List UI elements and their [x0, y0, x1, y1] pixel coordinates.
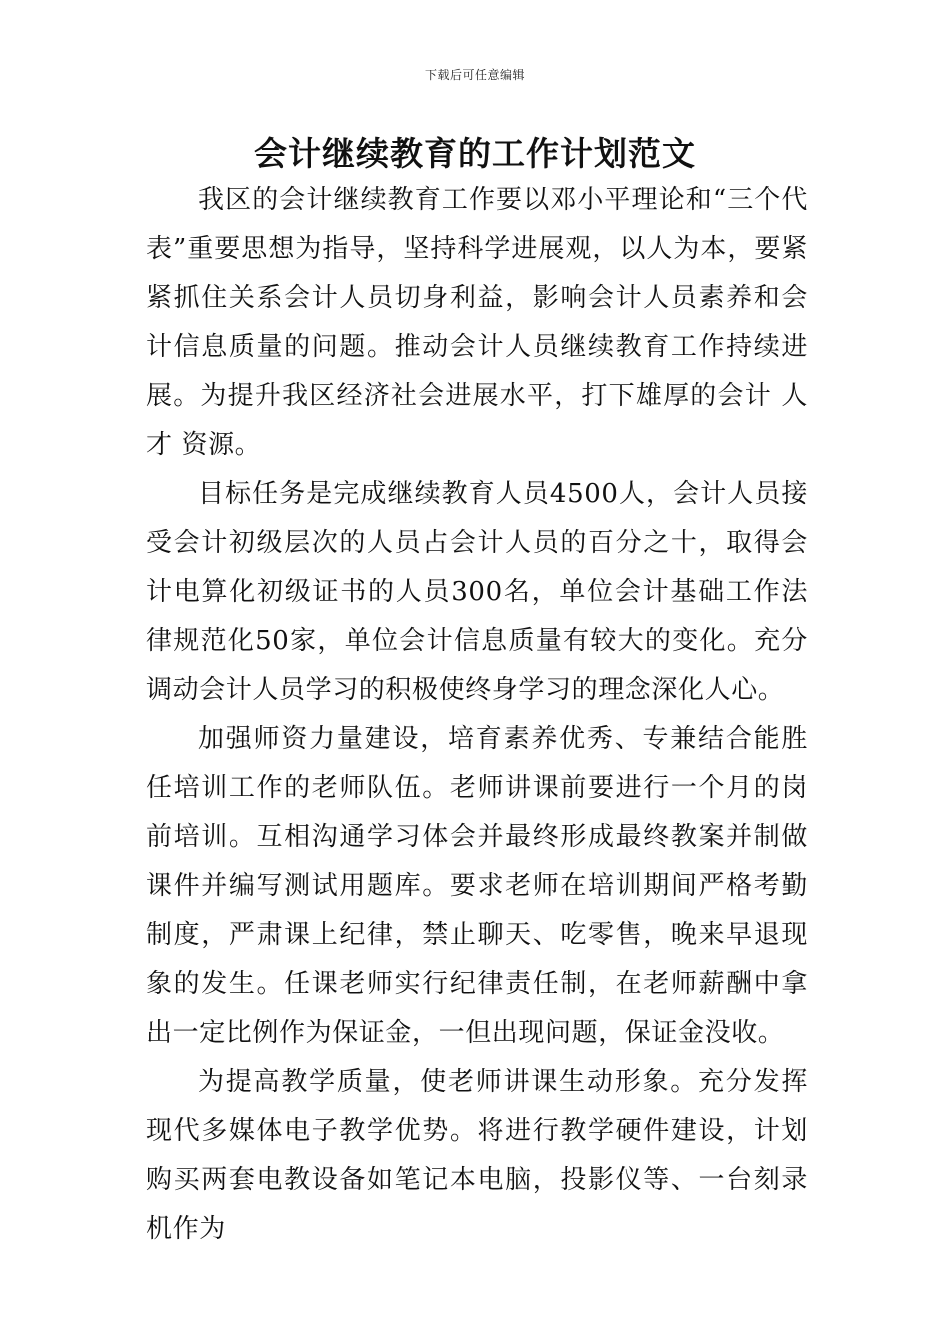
paragraph-3: 加强师资力量建设，培育素养优秀、专兼结合能胜任培训工作的老师队伍。老师讲课前要进行一个月的岗前培训。互相沟通学习体会并最终形成最终教案并制做课件并编写测试用题库。要求老师在培训期间严格考勤制度，严肃课上纪律，禁止聊天、吃零售，晚来早退现象的发生。任课老师实行纪律责任制，在老师薪酬中拿出一定比例作为保证金，一但出现问题，保证金没收。 — [146, 724, 808, 1048]
paragraph-1: 我区的会计继续教育工作要以邓小平理论和“三个代表”重要思想为指导，坚持科学进展观，以人为本，要紧紧抓住关系会计人员切身利益，影响会计人员素养和会计信息质量的问题。推动会计人员继续教育工作持续进展。为提升我区经济社会进展水平，打下雄厚的会计 人才 资源。 — [146, 185, 808, 460]
paragraph-2: 目标任务是完成继续教育人员4500人，会计人员接受会计初级层次的人员占会计人员的百分之十，取得会计电算化初级证书的人员300名，单位会计基础工作法律规范化50家，单位会计信息质量有较大的变化。充分调动会计人员学习的积极使终身学习的理念深化人心。 — [146, 479, 808, 705]
header-note: 下载后可任意编辑 — [424, 68, 525, 82]
document-body — [146, 176, 808, 1254]
document-title: 会计继续教育的工作计划范文 — [254, 134, 696, 173]
paragraph-4: 为提高教学质量，使老师讲课生动形象。充分发挥现代多媒体电子教学优势。将进行教学硬件建设，计划购买两套电教设备如笔记本电脑，投影仪等、一台刻录机作为 — [146, 1067, 808, 1244]
